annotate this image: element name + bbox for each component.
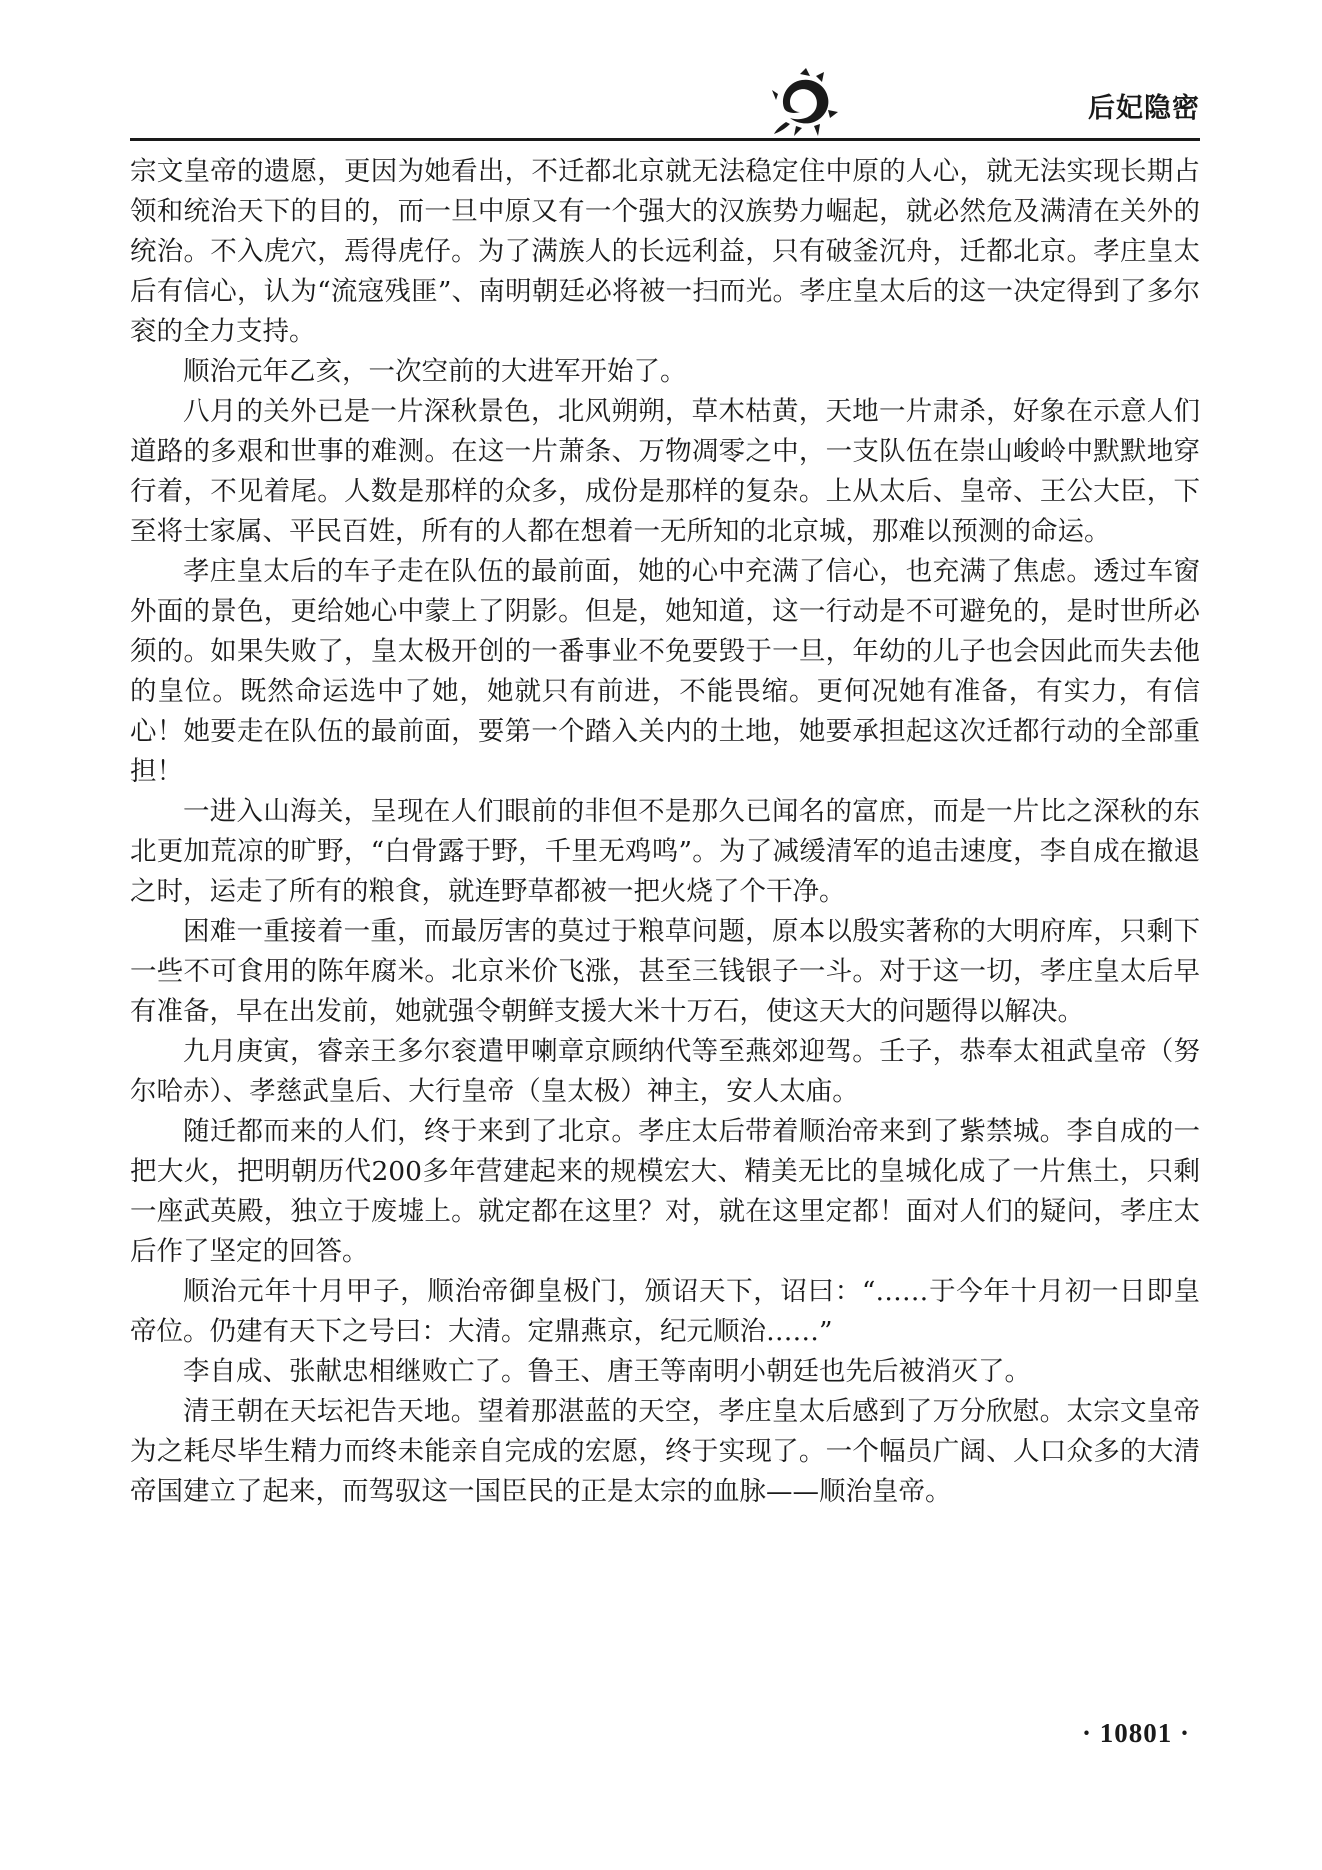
paragraph: 九月庚寅，睿亲王多尔衮遣甲喇章京顾纳代等至燕郊迎驾。壬子，恭奉太祖武皇帝（努尔哈赤）、孝慈武皇后、大行皇帝（皇太极）神主，安人太庙。 [130,1036,1200,1107]
dragon-emblem-icon [770,66,842,138]
paragraph: 孝庄皇太后的车子走在队伍的最前面，她的心中充满了信心，也充满了焦虑。透过车窗外面的景色，更给她心中蒙上了阴影。但是，她知道，这一行动是不可避免的，是时世所必须的。如果失败了，皇太极开创的一番事业不免要毁于一旦，年幼的儿子也会因此而失去他的皇位。既然命运选中了她，她就只有前进，不能畏缩。更何况她有准备，有实力，有信心！她要走在队伍的最前面，要第一个踏入关内的土地，她要承担起这次迁都行动的全部重担！ [130,556,1200,787]
paragraph: 清王朝在天坛祀告天地。望着那湛蓝的天空，孝庄皇太后感到了万分欣慰。太宗文皇帝为之耗尽毕生精力而终未能亲自完成的宏愿，终于实现了。一个幅员广阔、人口众多的大清帝国建立了起来，而驾驭这一国臣民的正是太宗的血脉——顺治皇帝。 [130,1396,1200,1507]
paragraph: 顺治元年十月甲子，顺治帝御皇极门，颁诏天下，诏曰：“……于今年十月初一日即皇帝位。仍建有天下之号曰：大清。定鼎燕京，纪元顺治……” [130,1276,1200,1347]
paragraph: 随迁都而来的人们，终于来到了北京。孝庄太后带着顺治帝来到了紫禁城。李自成的一把大火，把明朝历代200多年营建起来的规模宏大、精美无比的皇城化成了一片焦土，只剩一座武英殿，独立于废墟上。就定都在这里？对，就在这里定都！面对人们的疑问，孝庄太后作了坚定的回答。 [130,1116,1200,1267]
running-header-title: 后妃隐密 [1088,93,1200,124]
header-rule [130,138,1200,141]
paragraph: 八月的关外已是一片深秋景色，北风朔朔，草木枯黄，天地一片肃杀，好象在示意人们道路的多艰和世事的难测。在这一片萧条、万物凋零之中，一支队伍在崇山峻岭中默默地穿行着，不见着尾。人数是那样的众多，成份是那样的复杂。上从太后、皇帝、王公大臣，下至将士家属、平民百姓，所有的人都在想着一无所知的北京城，那难以预测的命运。 [130,396,1200,547]
paragraph: 顺治元年乙亥，一次空前的大进军开始了。 [183,356,687,387]
paragraph: 一进入山海关，呈现在人们眼前的非但不是那久已闻名的富庶，而是一片比之深秋的东北更加荒凉的旷野，“白骨露于野，千里无鸡鸣”。为了减缓清军的追击速度，李自成在撤退之时，运走了所有的粮食，就连野草都被一把火烧了个干净。 [130,796,1200,907]
page-number: · 10801 · [1081,1718,1190,1748]
body-text [130,152,1200,1512]
paragraph: 困难一重接着一重，而最厉害的莫过于粮草问题，原本以殷实著称的大明府库，只剩下一些不可食用的陈年腐米。北京米价飞涨，甚至三钱银子一斗。对于这一切，孝庄皇太后早有准备，早在出发前，她就强令朝鲜支援大米十万石，使这天大的问题得以解决。 [130,916,1200,1027]
paragraph: 李自成、张献忠相继败亡了。鲁王、唐王等南明小朝廷也先后被消灭了。 [183,1356,1031,1387]
running-header [130,62,1200,152]
paragraph: 宗文皇帝的遗愿，更因为她看出，不迁都北京就无法稳定住中原的人心，就无法实现长期占领和统治天下的目的，而一旦中原又有一个强大的汉族势力崛起，就必然危及满清在关外的统治。不入虎穴，焉得虎仔。为了满族人的长远利益，只有破釜沉舟，迁都北京。孝庄皇太后有信心，认为“流寇残匪”、南明朝廷必将被一扫而光。孝庄皇太后的这一决定得到了多尔衮的全力支持。 [130,156,1200,347]
